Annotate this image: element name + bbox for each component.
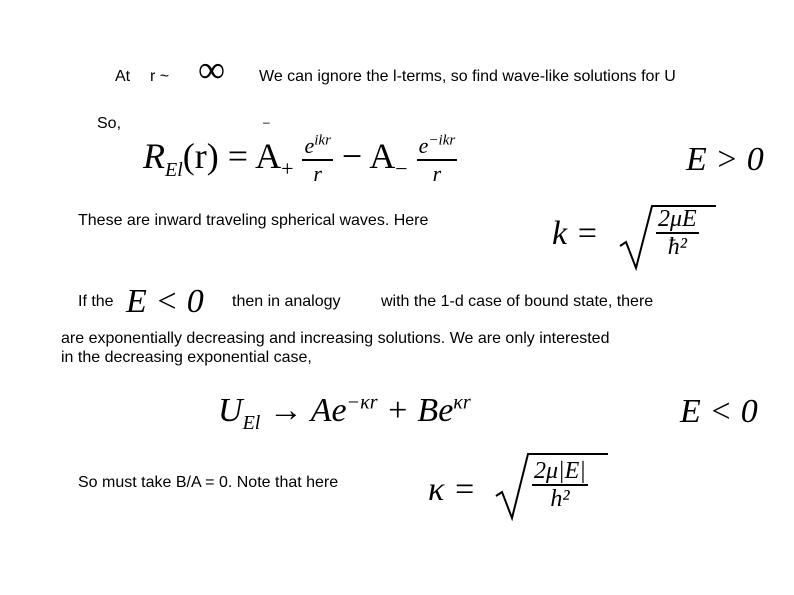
energy-negative-inline: E < 0 — [126, 283, 204, 320]
eq1-num2-exp: −ikr — [428, 132, 456, 149]
energy-negative-condition: E < 0 — [680, 393, 758, 430]
eq1-a-minus-sub: − — [395, 156, 408, 182]
ignore-l-terms-text: We can ignore the l-terms, so find wave-like solutions for U — [259, 68, 676, 85]
eq1-num2-base: e — [418, 132, 429, 158]
radial-solution-equation — [143, 126, 457, 187]
eq2-plus-be: + Be — [385, 392, 454, 429]
small-mark: – — [263, 115, 270, 129]
k-eq-den: ħ² — [667, 234, 687, 260]
eq2-lhs-sub: El — [242, 411, 261, 434]
eq1-num1-base: e — [304, 132, 315, 158]
eq2-exp1: −κr — [346, 391, 378, 414]
energy-positive-condition: E > 0 — [686, 141, 764, 178]
eq1-a-plus-sub: + — [281, 156, 294, 182]
eq1-lhs: R — [143, 136, 165, 176]
eq1-fraction-2 — [417, 133, 458, 187]
eq2-arrow-ae: → Ae — [268, 392, 347, 429]
inward-waves-text: These are inward traveling spherical waves. Here — [78, 212, 429, 229]
infinity-symbol: ∞ — [198, 49, 226, 91]
r-approx-label: r ~ — [150, 68, 170, 85]
k-eq-num: 2μE — [658, 206, 697, 232]
eq1-den1: r — [313, 160, 322, 186]
if-the-text: If the — [78, 293, 114, 310]
eq1-num1-exp: ikr — [314, 132, 331, 149]
k-eq-fraction — [656, 206, 699, 260]
eq1-arg: (r) = A — [182, 136, 282, 176]
so-label: So, — [97, 115, 122, 132]
eq1-den2: r — [432, 160, 442, 186]
paragraph-line-1: are exponentially decreasing and increasing solutions. We are only interested — [61, 330, 610, 347]
bound-state-text: with the 1-d case of bound state, there — [381, 293, 654, 310]
eq2-exp2: κr — [453, 391, 471, 414]
at-label: At — [115, 68, 131, 85]
kappa-eq-fraction — [532, 458, 588, 512]
kappa-eq-den: h² — [550, 486, 570, 512]
must-take-text: So must take B/A = 0. Note that here — [78, 474, 339, 491]
kappa-eq-num: 2μ|E| — [534, 458, 586, 484]
paragraph-line-2: in the decreasing exponential case, — [61, 349, 312, 366]
then-analogy-text: then in analogy — [232, 293, 341, 310]
kappa-eq-lhs: κ = — [428, 471, 476, 508]
eq1-fraction-1 — [302, 133, 332, 187]
eq1-lhs-sub: El — [165, 159, 183, 182]
k-eq-lhs: k = — [552, 215, 599, 252]
eq1-minus: − A — [341, 136, 396, 176]
decaying-solution-equation — [218, 388, 471, 434]
eq2-lhs: U — [218, 392, 243, 429]
